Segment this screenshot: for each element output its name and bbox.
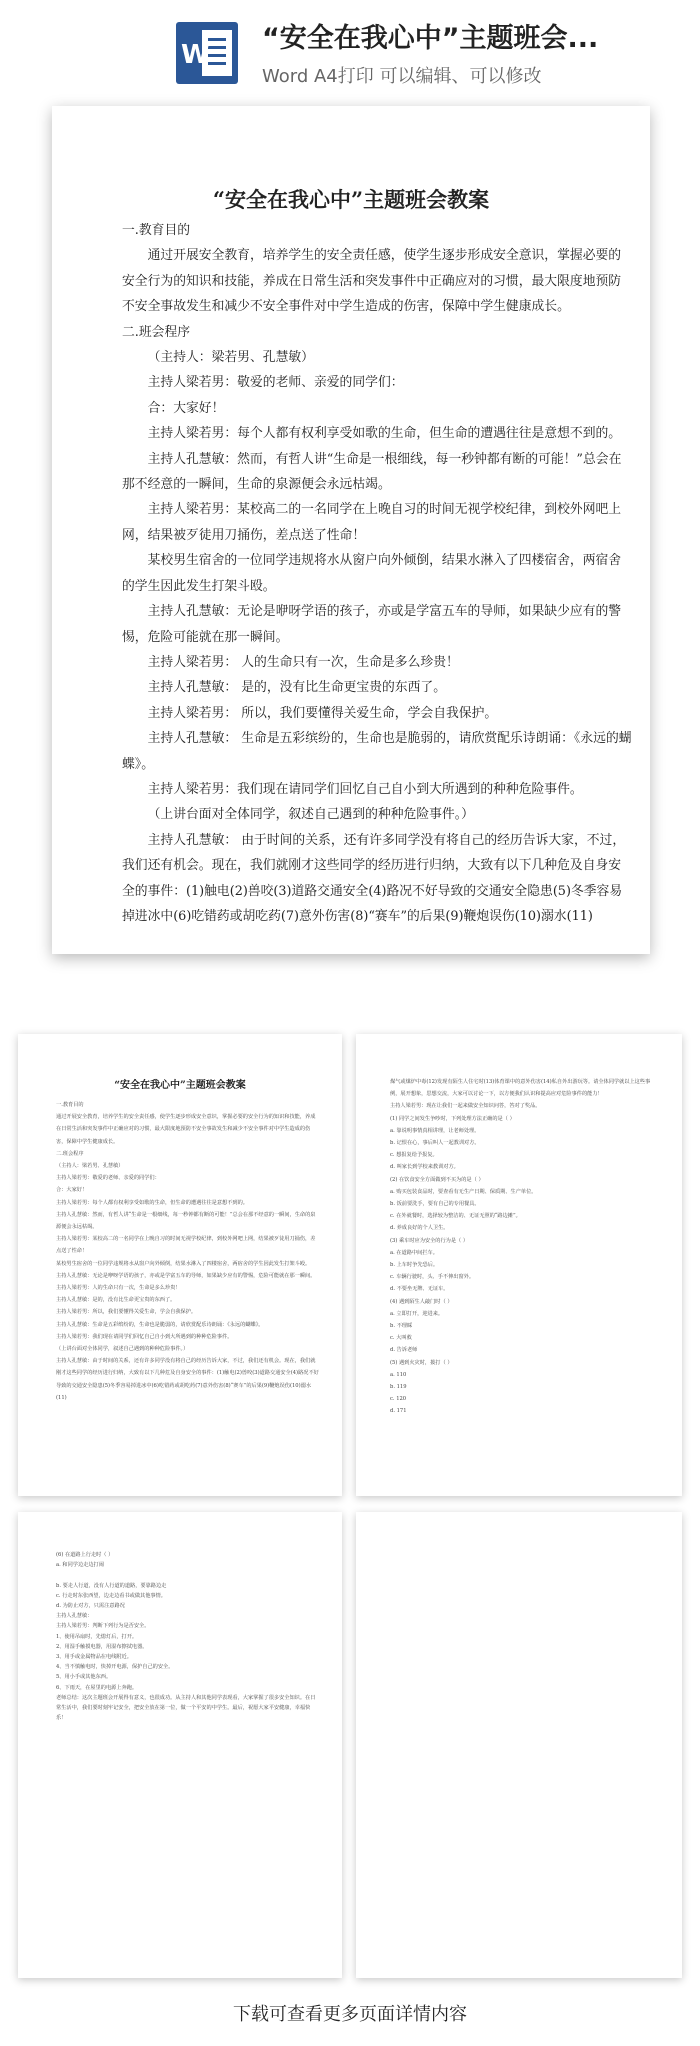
thumb-line: d. 告诉老师 <box>390 1347 418 1354</box>
thumb-line: 主持人梁若男：所以，我们要懂得关爱生命，学会自我保护。 <box>56 1309 197 1316</box>
paragraph: 主持人孔慧敏：然而，有哲人讲“生命是一根细线，每一秒钟都有断的可能！”总会在那不经意的一瞬间，生命的泉源便会永远枯竭。 <box>122 451 622 493</box>
paragraph: 主持人孔慧敏： 生命是五彩缤纷的，生命也是脆弱的，请欣赏配乐诗朗诵：《永远的蝴蝶》。 <box>122 731 632 772</box>
paragraph: 主持人梁若男：我们现在请同学们回忆自己自小到大所遇到的种种危险事件。 <box>147 781 583 797</box>
paragraph: 主持人孔慧敏：无论是咿呀学语的孩子，亦或是学富五车的导师，如果缺少应有的警惕，危险可能就在那一瞬间。 <box>122 604 622 645</box>
thumb-line: 老师总结：这次主题班会开展得有意义，也很成功。从主持人和其他同学表现看，大家掌握了很多安全知识。在日常生活中，我们要时刻牢记安全，把安全放在第一位，做一个平安的中学生。最后，祝愿大家平安健康，幸福快乐！ <box>56 1694 316 1722</box>
section-heading: 一.教育目的 <box>122 223 191 238</box>
thumb-line: 1、使用吊扇时，先熄灯后，打开。 <box>56 1633 138 1640</box>
thumb-line: b. 要走人行道，没有人行道的道路，要靠路边走 <box>56 1582 167 1589</box>
thumb-line: c. 在外就餐时，选择较为整洁的、无证无照的“路边摊”。 <box>390 1213 521 1220</box>
word-letter: W <box>181 40 210 70</box>
thumb-line <box>56 1570 320 1580</box>
thumb-line: （主持人：梁若男、孔慧敏） <box>56 1163 124 1170</box>
page-title: “安全在我心中”主题班会教案 <box>212 187 490 212</box>
thumb-line: （上讲台面对全体同学，叙述自己遇到的种种危险事件。） <box>56 1346 189 1353</box>
page-thumbnail-1[interactable] <box>18 1034 342 1496</box>
thumb-line: (4) 遇到陌生人敲门时（ ） <box>390 1298 453 1305</box>
thumb-line: (6) 在道路上行走时（ ） <box>56 1552 114 1558</box>
thumb-line: 5、用小手或其他东西。 <box>56 1674 112 1681</box>
thumb-line: a. 在道路中间拦车。 <box>390 1249 438 1256</box>
paragraph: 主持人梁若男： 所以，我们要懂得关爱生命，学会自我保护。 <box>147 705 498 721</box>
thumb-line: 主持人梁若男：每个人都有权利享受如歌的生命，但生命的遭遇往往是意想不到的。 <box>56 1199 248 1206</box>
thumb-line: a. 立即打开，迎进来。 <box>390 1310 444 1317</box>
word-document-icon <box>176 22 238 84</box>
paragraph: 合：大家好！ <box>147 400 225 416</box>
thumb-line: 一.教育目的 <box>56 1102 84 1108</box>
thumb-line: 主持人梁若男：人的生命只有一次，生命是多么珍贵！ <box>56 1285 181 1292</box>
thumb-line: c. 120 <box>390 1396 407 1403</box>
thumb-line: 主持人孔慧敏：然而，有哲人讲“生命是一根细线，每一秒钟都有断的可能！”总会在那不经意的一瞬间，生命的泉源便会永远枯竭。 <box>56 1211 316 1231</box>
document-title: “安全在我心中”主题班会... <box>262 23 599 54</box>
thumb-line: d. 171 <box>390 1408 407 1415</box>
thumb-line: 主持人梁若男：判断下列行为是否安全。 <box>56 1623 150 1630</box>
thumb-line: d. 叫家长到学校来教训对方。 <box>390 1164 459 1171</box>
thumb-line: 某校男生宿舍的一位同学违规将水从窗户向外倾倒，结果水淋入了四楼宿舍，两宿舍的学生因此发生打架斗殴。 <box>56 1260 311 1267</box>
thumb-line: b. 记恨在心，事后叫人一起教训对方。 <box>390 1140 480 1147</box>
thumbnail-title: “安全在我心中”主题班会教案 <box>114 1080 246 1091</box>
thumb-line: 6、下雨天，在屋里的电源上奔跑。 <box>56 1684 138 1691</box>
page-body <box>122 218 632 929</box>
thumb-line: a. 购买包装食品时，要查看有无生产日期、保质期、生产单位。 <box>390 1188 537 1195</box>
paragraph: 某校男生宿舍的一位同学违规将水从窗户向外倾倒，结果水淋入了四楼宿舍，两宿舍的学生因此发生打架斗殴。 <box>122 553 622 594</box>
paragraph: 主持人孔慧敏： 是的，没有比生命更宝贵的东西了。 <box>147 680 446 696</box>
thumb-line: d. 养成良好的个人卫生。 <box>390 1225 449 1232</box>
thumb-line: (2) 在饮食安全方面做到不买为的是（ ） <box>390 1176 484 1183</box>
thumb-line: 3、用手或金属物品在电线附近。 <box>56 1654 132 1661</box>
thumb-line: a. 110 <box>390 1371 407 1378</box>
main-page-preview <box>52 106 650 954</box>
thumb-line: b. 不理睬 <box>390 1323 413 1330</box>
paragraph: 主持人孔慧敏： 由于时间的关系，还有许多同学没有将自己的经历告诉大家，不过，我们还有机会。现在，我们就刚才这些同学的经历进行归纳，大致有以下几种危及自身安全的事件：(1)触电(2)兽咬(3)道路交通安全(4)路况不好导致的交通安全隐患(5)冬季容易掉进冰中(6)吃错药或胡吃药(7)意外伤害(8)“赛车”的后果(9)鞭炮误伤(10)溺水(11) <box>122 832 626 924</box>
thumb-line: b. 上车时争先恐后。 <box>390 1262 439 1269</box>
page-thumbnail-4[interactable] <box>356 1512 682 1978</box>
thumb-line: c. 想报复给予报复。 <box>390 1152 438 1159</box>
section-heading: 二.班会程序 <box>122 324 191 340</box>
paragraph: 主持人梁若男：每个人都有权利享受如歌的生命，但生命的遭遇往往是意想不到的。 <box>147 426 622 442</box>
thumb-line: 2、用湿手触摸电器，用湿布擦拭电器。 <box>56 1643 148 1650</box>
thumb-line: 合：大家好！ <box>56 1187 88 1194</box>
thumb-line: b. 饭前要洗手，要有自己的专用餐具。 <box>390 1201 480 1208</box>
thumb-line: 主持人孔慧敏：无论是咿呀学语的孩子，亦或是学富五车的导师，如果缺少应有的警惕，危险可能就在那一瞬间。 <box>56 1272 316 1279</box>
thumb-line: 主持人孔慧敏： <box>56 1613 93 1620</box>
header <box>0 0 700 100</box>
paragraph: （主持人：梁若男、孔慧敏） <box>147 350 314 366</box>
page-thumbnail-3[interactable] <box>18 1512 342 1978</box>
thumb-line: a. 和同学边走边打闹 <box>56 1562 104 1569</box>
thumb-line: 主持人孔慧敏：由于时间的关系，还有许多同学没有将自己的经历告诉大家，不过，我们还有机会。现在，我们就刚才这些同学的经历进行归纳，大致有以下几种危及自身安全的事件：(1)触电(2)兽咬(3)道路交通安全(4)路况不好导致的交通安全隐患(5)冬季容易掉进冰中(6)吃错药或胡吃药(7)意外伤害(8)“赛车”的后果(9)鞭炮误伤(10)溺水(11) <box>56 1358 319 1401</box>
paragraph: 主持人梁若男：敬爱的老师、亲爱的同学们： <box>147 375 404 391</box>
thumb-line: (1) 同学之间发生争吵时，下列处理方法正确的是（ ） <box>390 1115 515 1122</box>
paragraph: （上讲台面对全体同学，叙述自己遇到的种种危险事件。） <box>147 807 474 823</box>
thumb-line: d. 不要坐无牌、无证车。 <box>390 1286 449 1293</box>
thumb-line: 主持人梁若男：敬爱的老师、亲爱的同学们： <box>56 1175 160 1182</box>
thumb-line: 主持人梁若男：我们现在请同学们回忆自己自小到大所遇到的种种危险事件。 <box>56 1333 233 1340</box>
thumb-line: c. 车辆行驶时，头、手不伸出窗外。 <box>390 1274 475 1281</box>
paragraph: 主持人梁若男：某校高二的一名同学在上晚自习的时间无视学校纪律，到校外网吧上网，结果被歹徒用刀捅伤，差点送了性命！ <box>122 502 622 543</box>
thumb-line: d. 为防止对方，只需注意路况 <box>56 1603 125 1610</box>
thumb-line: 4、当不慎触电时，快掉开电源，保护自己的安全。 <box>56 1664 174 1671</box>
thumbnail-body <box>56 1550 320 1723</box>
thumb-line: 煤气或煤炉中毒(12)发现有陌生人住宅时(13)体育课中的意外伤害(14)私自外出游玩等。请全体同学就以上这些事例，展开想象，思想交流，大家可以讨论一下，以方便我们认识和提高应对危险事件的能力！ <box>390 1079 651 1098</box>
paragraph: 通过开展安全教育，培养学生的安全责任感，使学生逐步形成安全意识，掌握必要的安全行为的知识和技能，养成在日常生活和突发事件中正确应对的习惯，最大限度地预防不安全事故发生和减少不安全事件对中学生造成的伤害，保障中学生健康成长。 <box>122 248 622 315</box>
paragraph: 主持人梁若男： 人的生命只有一次，生命是多么珍贵！ <box>147 654 459 670</box>
thumb-line: 主持人梁若男：现在让我们一起来做安全知识问答，答对了奖品。 <box>390 1103 541 1110</box>
thumbnail-body <box>390 1076 658 1418</box>
thumb-line: b. 119 <box>390 1384 407 1391</box>
thumb-line: 二.班会程序 <box>56 1150 84 1157</box>
thumb-line: (3) 乘车时应为安全的行为是（ ） <box>390 1237 469 1244</box>
thumb-line: 主持人孔慧敏：是的，没有比生命更宝贵的东西了。 <box>56 1297 176 1304</box>
thumb-line: (5) 遇到火灾时，拨打（ ） <box>390 1359 453 1366</box>
thumbnail-body <box>56 1099 320 1404</box>
more-pages-link[interactable]: 下载可查看更多页面详情内容 <box>233 2004 467 2025</box>
thumb-line: 主持人梁若男：某校高二的一名同学在上晚自习的时间无视学校纪律，到校外网吧上网，结果被歹徒用刀捅伤，差点送了性命！ <box>56 1236 316 1255</box>
document-subtitle: Word A4打印 可以编辑、可以修改 <box>262 66 542 87</box>
thumb-line: a. 靠说明事情真相讲理，让老师处理。 <box>390 1127 480 1134</box>
thumb-line: c. 大叫救 <box>390 1335 412 1342</box>
thumb-line: 通过开展安全教育，培养学生的安全责任感，使学生逐步形成安全意识，掌握必要的安全行为的知识和技能，养成在日常生活和突发事件中正确应对的习惯，最大限度地预防不安全事故发生和减少不安全事件对中学生造成的伤害，保障中学生健康成长。 <box>56 1114 316 1145</box>
thumb-line: 主持人孔慧敏：生命是五彩缤纷的，生命也是脆弱的，请欣赏配乐诗朗诵：《永远的蝴蝶》。 <box>56 1321 264 1328</box>
thumb-line: c. 行走时东张西望，边走边看书或做其他事情。 <box>56 1592 166 1599</box>
page-thumbnail-2[interactable] <box>356 1034 682 1496</box>
